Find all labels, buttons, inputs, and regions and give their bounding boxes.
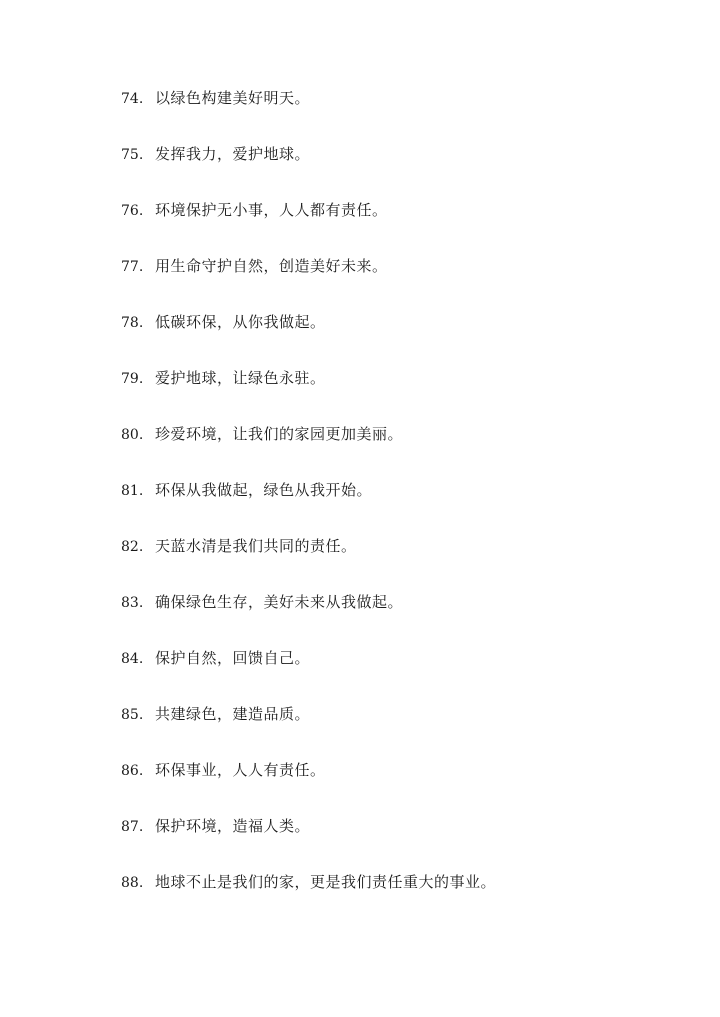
list-item (121, 254, 496, 310)
slogan-list (121, 86, 496, 926)
item-text: 爱护地球，让绿色永驻。 (155, 369, 326, 387)
item-number: 76. (121, 203, 144, 219)
item-number: 79. (121, 371, 144, 387)
item-number: 85. (121, 707, 144, 723)
item-number: 84. (121, 651, 144, 667)
item-number: 82. (121, 539, 144, 555)
item-number: 75. (121, 147, 144, 163)
list-item (121, 702, 496, 758)
item-text: 以绿色构建美好明天。 (155, 89, 311, 107)
item-number: 87. (121, 819, 144, 835)
item-text: 环保事业，人人有责任。 (155, 761, 326, 779)
item-number: 83. (121, 595, 144, 611)
list-item (121, 814, 496, 870)
item-text: 保护自然，回馈自己。 (155, 649, 311, 667)
list-item (121, 422, 496, 478)
item-text: 低碳环保，从你我做起。 (155, 313, 326, 331)
item-text: 确保绿色生存，美好未来从我做起。 (155, 593, 404, 611)
list-item (121, 590, 496, 646)
item-number: 74. (121, 91, 144, 107)
list-item (121, 646, 496, 702)
item-number: 80. (121, 427, 144, 443)
item-number: 77. (121, 259, 144, 275)
item-text: 共建绿色，建造品质。 (155, 705, 311, 723)
item-text: 发挥我力，爱护地球。 (155, 145, 311, 163)
list-item (121, 142, 496, 198)
list-item (121, 534, 496, 590)
item-number: 86. (121, 763, 144, 779)
list-item (121, 310, 496, 366)
item-text: 环保从我做起，绿色从我开始。 (155, 481, 373, 499)
item-text: 地球不止是我们的家，更是我们责任重大的事业。 (155, 873, 497, 891)
item-text: 用生命守护自然，创造美好未来。 (155, 257, 388, 275)
list-item (121, 366, 496, 422)
item-text: 天蓝水清是我们共同的责任。 (155, 537, 357, 555)
item-number: 88. (121, 875, 144, 891)
item-text: 珍爱环境，让我们的家园更加美丽。 (155, 425, 404, 443)
list-item (121, 758, 496, 814)
item-number: 81. (121, 483, 144, 499)
item-number: 78. (121, 315, 144, 331)
list-item (121, 478, 496, 534)
item-text: 保护环境，造福人类。 (155, 817, 311, 835)
list-item (121, 870, 496, 926)
list-item (121, 86, 496, 142)
item-text: 环境保护无小事，人人都有责任。 (155, 201, 388, 219)
list-item (121, 198, 496, 254)
